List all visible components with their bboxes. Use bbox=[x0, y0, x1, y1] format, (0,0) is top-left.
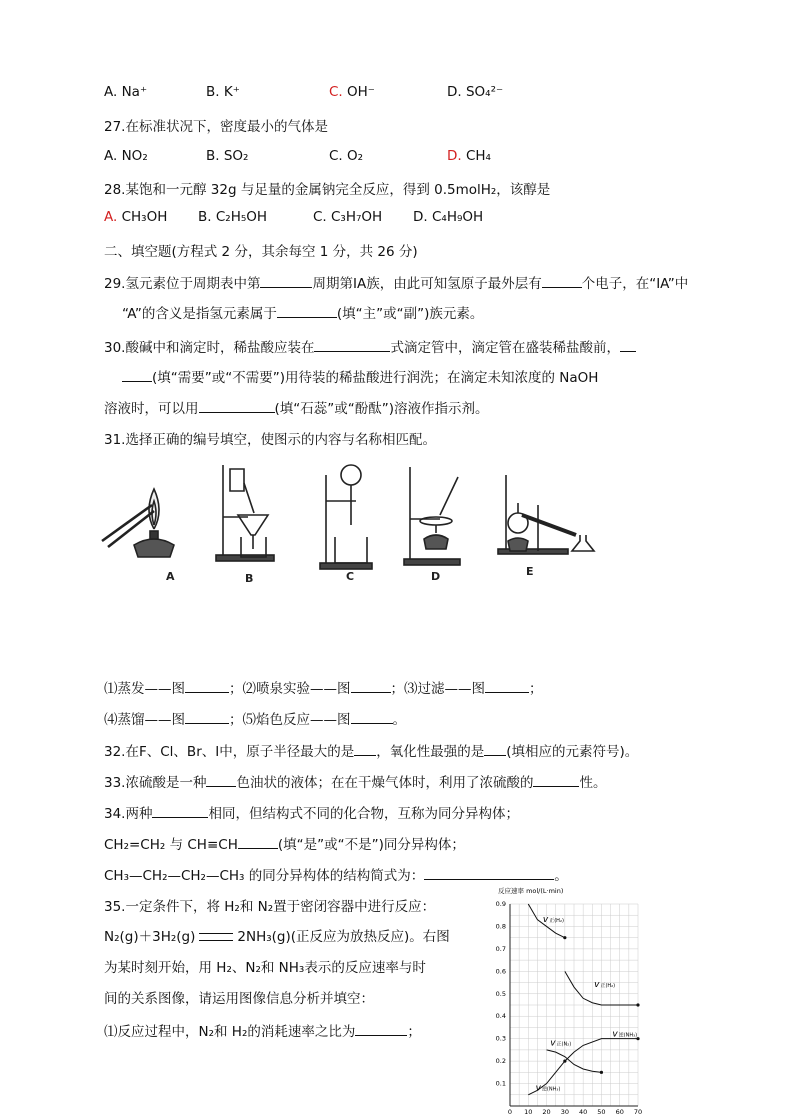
x-tick-label: 50 bbox=[597, 1108, 606, 1116]
q35-line5: ⑴反应过程中，N₂和 H₂的消耗速率之比为 ； bbox=[104, 1024, 421, 1040]
series-label-sub: 正(H₂) bbox=[600, 983, 616, 990]
q35-line3: 为某时刻开始，用 H₂、N₂和 NH₃表示的反应速率与时 bbox=[104, 960, 426, 976]
q32-blank-oxidizing[interactable] bbox=[484, 743, 506, 756]
q27-option-b: B. SO₂ bbox=[206, 148, 249, 164]
x-tick-label: 10 bbox=[524, 1108, 533, 1116]
q29-blank-electrons[interactable] bbox=[542, 275, 582, 288]
q34-line2: CH₂=CH₂ 与 CH≡CH (填“是”或“不是”)同分异构体； bbox=[104, 837, 465, 853]
figure-a-flame-test bbox=[102, 489, 174, 557]
q31-stem: 31.选择正确的编号填空，使图示的内容与名称相匹配。 bbox=[104, 432, 436, 448]
q27-option-d: D. CH₄ bbox=[447, 148, 491, 164]
figure-label-e: E bbox=[526, 565, 534, 578]
y-tick-label: 0.8 bbox=[495, 922, 506, 931]
q33-blank-color[interactable] bbox=[206, 774, 236, 787]
series-label-sub: 逆(NH₃) bbox=[541, 1086, 561, 1093]
q28-option-c: C. C₃H₇OH bbox=[313, 209, 383, 225]
rate-chart bbox=[482, 884, 644, 1116]
q31-blank-5[interactable] bbox=[351, 711, 393, 724]
series-label: v正(N₂) bbox=[550, 1038, 572, 1049]
series-point bbox=[563, 1060, 566, 1063]
q30-blank-burette[interactable] bbox=[314, 339, 390, 352]
q31-blank-3[interactable] bbox=[485, 680, 529, 693]
y-tick-label: 0.9 bbox=[495, 900, 506, 908]
q29-blank-period[interactable] bbox=[260, 275, 312, 288]
q27-option-a: A. NO₂ bbox=[104, 148, 148, 164]
q30-line2: (填“需要”或“不需要”)用待装的稀盐酸进行润洗；在滴定未知浓度的 NaOH bbox=[122, 366, 598, 386]
q26-option-a: A. Na⁺ bbox=[104, 84, 148, 100]
x-tick-label: 60 bbox=[615, 1108, 624, 1116]
x-tick-label: 30 bbox=[560, 1108, 569, 1116]
series-label: v逆(NH₃) bbox=[535, 1083, 561, 1094]
series-label: v正(H₂) bbox=[594, 980, 616, 991]
q26-option-c: C. OH⁻ bbox=[329, 84, 375, 100]
q27-stem: 27.在标准状况下，密度最小的气体是 bbox=[104, 119, 328, 135]
q33-blank-property[interactable] bbox=[533, 774, 579, 787]
q26-option-b: B. K⁺ bbox=[206, 84, 240, 100]
figure-label-a: A bbox=[166, 570, 175, 583]
q30-blank-rinse-a[interactable] bbox=[620, 339, 636, 352]
x-tick-label: 40 bbox=[579, 1108, 588, 1116]
y-tick-label: 0.6 bbox=[495, 967, 506, 976]
figure-b-filtration bbox=[216, 465, 274, 561]
q29-line1: 29.氢元素位于周期表中第 周期第ⅠA族，由此可知氢原子最外层有 个电子，在“IA”中 bbox=[104, 276, 689, 292]
section-heading: 二、填空题(方程式 2 分，其余每空 1 分，共 26 分) bbox=[104, 244, 418, 260]
q29-line2: “A”的含义是指氢元素属于 (填“主”或“副”)族元素。 bbox=[122, 306, 484, 322]
figure-e-distillation bbox=[498, 475, 594, 554]
series-label: v逆(NH₃) bbox=[612, 1029, 638, 1040]
q29-blank-group[interactable] bbox=[277, 305, 337, 318]
q31-row2: ⑷蒸馏——图 ；⑸焰色反应——图 。 bbox=[104, 712, 406, 728]
q28-option-b: B. C₂H₅OH bbox=[198, 209, 268, 225]
q34-blank-structure[interactable] bbox=[424, 867, 554, 880]
y-tick-label: 0.3 bbox=[495, 1034, 506, 1043]
q34-line3: CH₃—CH₂—CH₂—CH₃ 的同分异构体的结构简式为： 。 bbox=[104, 868, 568, 884]
x-tick-label: 20 bbox=[542, 1108, 551, 1116]
y-tick-label: 0.7 bbox=[495, 944, 506, 953]
series-label: v正(H₂) bbox=[542, 914, 564, 925]
figure-d-evaporation bbox=[404, 467, 460, 565]
q35-line1: 35.一定条件下，将 H₂和 N₂置于密闭容器中进行反应： bbox=[104, 899, 436, 915]
q28-option-a: A. CH₃OH bbox=[104, 209, 168, 225]
q35-blank-ratio[interactable] bbox=[355, 1023, 407, 1036]
series-point bbox=[636, 1003, 639, 1006]
q28-option-d: D. C₄H₉OH bbox=[413, 209, 484, 225]
figure-label-b: B bbox=[245, 572, 254, 585]
q30-line3: 溶液时，可以用 (填“石蕊”或“酚酞”)溶液作指示剂。 bbox=[104, 401, 489, 417]
q30-blank-indicator[interactable] bbox=[199, 400, 275, 413]
q30-line1: 30.酸碱中和滴定时，稀盐酸应装在 式滴定管中，滴定管在盛装稀盐酸前， bbox=[104, 336, 636, 356]
q32: 32.在F、Cl、Br、I中，原子半径最大的是 ，氧化性最强的是 (填相应的元素符号)。 bbox=[104, 744, 639, 760]
series-label-sub: 逆(NH₃) bbox=[618, 1032, 638, 1039]
y-tick-label: 0.2 bbox=[495, 1057, 506, 1066]
chart-title: 反应速率 mol/(L·min) bbox=[498, 887, 564, 895]
q31-blank-2[interactable] bbox=[351, 680, 391, 693]
q32-blank-radius[interactable] bbox=[354, 743, 376, 756]
figure-c-fountain bbox=[320, 465, 372, 569]
series-point bbox=[600, 1071, 603, 1074]
equilibrium-arrow bbox=[199, 933, 233, 941]
q31-blank-4[interactable] bbox=[185, 711, 229, 724]
q26-option-d: D. SO₄²⁻ bbox=[447, 84, 504, 100]
q34-blank-same[interactable] bbox=[152, 805, 208, 818]
series-label-sub: 正(N₂) bbox=[556, 1041, 572, 1048]
q31-row1: ⑴蒸发——图 ；⑵喷泉实验——图 ；⑶过滤——图 ； bbox=[104, 681, 543, 697]
apparatus-figure bbox=[98, 455, 618, 585]
q35-line4: 间的关系图像，请运用图像信息分析并填空： bbox=[104, 991, 374, 1007]
x-tick-label: 70 bbox=[633, 1108, 643, 1116]
q28-stem: 28.某饱和一元醇 32g 与足量的金属钠完全反应，得到 0.5molH₂，该醇是 bbox=[104, 182, 551, 198]
figure-label-d: D bbox=[431, 570, 441, 583]
q34-line1: 34.两种 相同，但结构式不同的化合物，互称为同分异构体； bbox=[104, 806, 519, 822]
x-tick-label: 0 bbox=[507, 1108, 513, 1116]
q31-blank-1[interactable] bbox=[185, 680, 229, 693]
y-tick-label: 0.4 bbox=[495, 1012, 506, 1021]
y-tick-label: 0.5 bbox=[495, 989, 506, 998]
series-label-sub: 正(H₂) bbox=[549, 917, 564, 924]
q30-blank-rinse-b[interactable] bbox=[122, 369, 152, 382]
q34-blank-isomer[interactable] bbox=[238, 836, 278, 849]
q33: 33.浓硫酸是一种 色油状的液体；在在干燥气体时，利用了浓硫酸的 性。 bbox=[104, 775, 607, 791]
q35-line2: N₂(g)＋3H₂(g) 2NH₃(g)(正反应为放热反应)。右图 bbox=[104, 929, 450, 945]
series-point bbox=[563, 936, 566, 939]
y-tick-label: 0.1 bbox=[495, 1079, 506, 1088]
figure-label-c: C bbox=[346, 570, 355, 583]
q27-option-c: C. O₂ bbox=[329, 148, 364, 164]
